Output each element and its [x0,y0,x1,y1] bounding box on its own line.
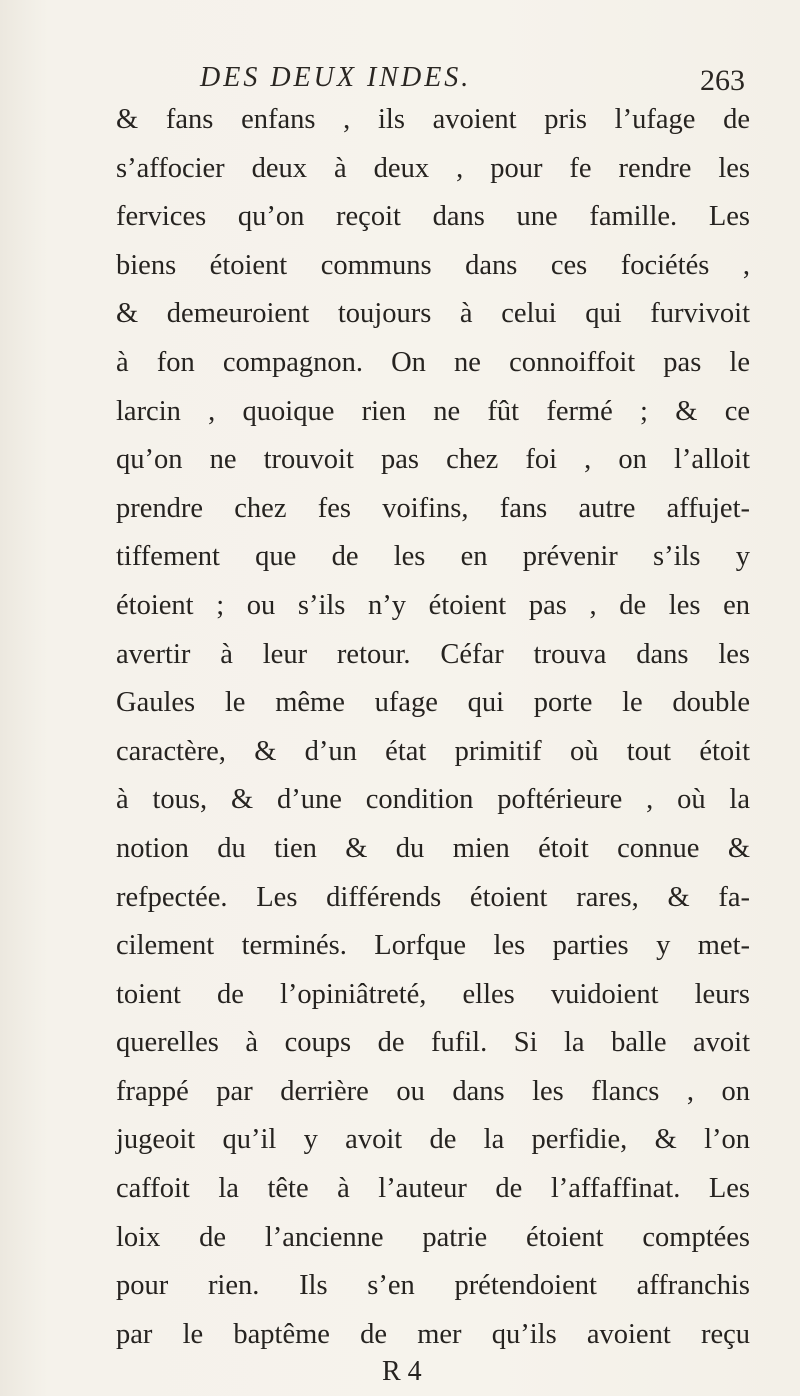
text-line: jugeoit qu’il y avoit de la perfidie, & l’on [116,1124,750,1156]
page-number: 263 [700,64,745,97]
text-line: s’affocier deux à deux , pour fe rendre les [116,152,750,184]
text-line: fervices qu’on reçoit dans une famille. Les [116,201,750,233]
text-line: notion du tien & du mien étoit connue & [116,832,750,864]
text-line: qu’on ne trouvoit pas chez foi , on l’alloit [116,444,750,476]
text-line: avertir à leur retour. Céfar trouva dans les [116,638,750,670]
text-line: par le baptême de mer qu’ils avoient reçu [116,1318,750,1350]
text-line: loix de l’ancienne patrie étoient comptées [116,1221,750,1253]
running-title: DES DEUX INDES. [200,62,472,93]
text-line: caffoit la tête à l’auteur de l’affaffinat. Les [116,1173,750,1205]
text-line: pour rien. Ils s’en prétendoient affranchis [116,1270,750,1302]
text-line: querelles à coups de fufil. Si la balle avoit [116,1027,750,1059]
text-line: refpectée. Les différends étoient rares, & fa- [116,881,750,913]
text-line: & fans enfans , ils avoient pris l’ufage de [116,104,750,135]
text-line: à fon compagnon. On ne connoiffoit pas le [116,346,750,378]
text-line: prendre chez fes voifins, fans autre affujet- [116,492,750,524]
text-line: biens étoient communs dans ces fociétés , [116,249,750,281]
body-text [116,96,750,1359]
text-line: tiffement que de les en prévenir s’ils y [116,541,750,573]
text-line: caractère, & d’un état primitif où tout étoit [116,735,750,767]
text-line: frappé par derrière ou dans les flancs , on [116,1075,750,1107]
text-line: cilement terminés. Lorfque les parties y met- [116,930,750,962]
text-line: & demeuroient toujours à celui qui furvivoit [116,298,750,330]
text-line: à tous, & d’une condition poftérieure , où la [116,784,750,816]
text-line: toient de l’opiniâtreté, elles vuidoient leurs [116,978,750,1010]
text-line: Gaules le même ufage qui porte le double [116,687,750,719]
signature-mark: R 4 [382,1356,422,1387]
text-line: larcin , quoique rien ne fût fermé ; & ce [116,395,750,427]
text-line: étoient ; ou s’ils n’y étoient pas , de les en [116,589,750,621]
